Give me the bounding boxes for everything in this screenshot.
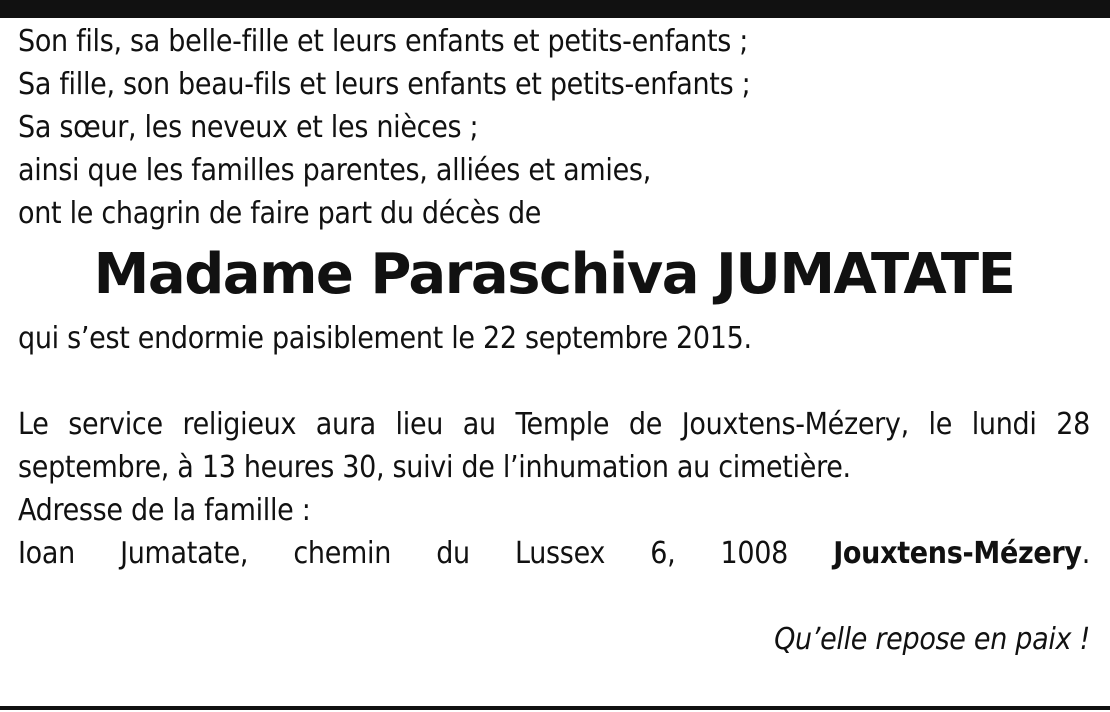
intro-line-4: ainsi que les familles parentes, alliées et amies, bbox=[18, 153, 651, 188]
address-end: . bbox=[1081, 536, 1090, 571]
death-line: qui s’est endormie paisiblement le 22 septembre 2015. bbox=[18, 321, 752, 356]
top-border-rule bbox=[0, 0, 1110, 18]
closing-phrase: Qu’elle repose en paix ! bbox=[774, 622, 1090, 657]
intro-line-2: Sa fille, son beau-fils et leurs enfants et petits-enfants ; bbox=[18, 67, 751, 102]
paragraph-spacer bbox=[18, 360, 1090, 403]
intro-line-3: Sa sœur, les neveux et les nièces ; bbox=[18, 110, 479, 145]
intro-line-1: Son fils, sa belle-fille et leurs enfants et petits-enfants ; bbox=[18, 24, 749, 59]
address-label: Adresse de la famille : bbox=[18, 493, 311, 528]
address-city: Jouxtens-Mézery bbox=[833, 536, 1082, 571]
intro-line-5: ont le chagrin de faire part du décès de bbox=[18, 196, 542, 231]
address-text: Ioan Jumatate, chemin du Lussex 6, 1008 bbox=[18, 536, 788, 571]
obituary-notice bbox=[18, 20, 1090, 661]
address-line bbox=[18, 532, 1090, 575]
deceased-name: Madame Paraschiva JUMATATE bbox=[93, 242, 1015, 307]
bottom-border-rule bbox=[0, 706, 1110, 710]
service-paragraph: Le service religieux aura lieu au Temple de Jouxtens-Mézery, le lundi 28 septembre, à 13 heures 30, suivi de l’inhumation au cimetière. bbox=[18, 407, 1090, 485]
